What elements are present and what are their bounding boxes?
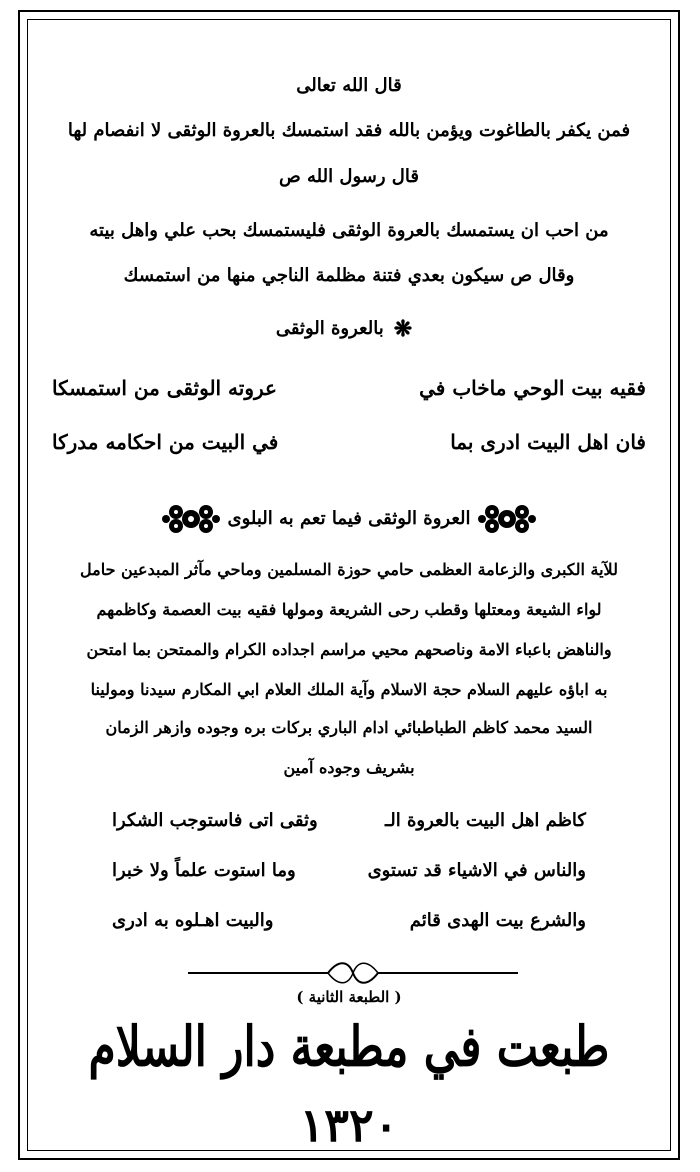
section-title-row (28, 316, 670, 342)
dedication-line: السيد محمد كاظم الطباطبائي ادام الباري بركات بره وجوده وازهر الزمان (105, 718, 593, 737)
poem2-hemistich-2: والبيت اهـلوه به ادرى (112, 910, 274, 931)
ornament-icon: ❋ (393, 316, 413, 342)
outer-frame (18, 10, 680, 1160)
quran-verse: فمن يكفر بالطاغوت ويؤمن بالله فقد استمسك بالعروة الوثقى لا انفصام لها (67, 120, 631, 141)
dedication-line: لواء الشيعة ومعتلها وقطب رحى الشريعة ومولها فقيه بيت العصمة وكاظمهم (96, 600, 602, 619)
poem2-hemistich-1: كاظم اهل البيت بالعروة الـ (384, 810, 586, 831)
edition-label: ( الطبعة الثانية ) (296, 988, 402, 1006)
poem1-hemistich-2: في البيت من احكامه مدركا (52, 430, 279, 454)
dedication-line: بشريف وجوده آمين (283, 758, 415, 777)
poem1-hemistich-1: فقيه بيت الوحي ماخاب في (419, 376, 646, 400)
poem2-hemistich-1: والناس في الاشياء قد تستوى (367, 860, 586, 881)
poem2-hemistich-2: وما استوت علماً ولا خبرا (112, 860, 296, 881)
poem2-hemistich-1: والشرع بيت الهدى قائم (409, 910, 586, 931)
book-title-row (28, 500, 670, 538)
hadith-line-2: وقال ص سيكون بعدي فتنة مظلمة الناجي منها من استمسك (123, 265, 575, 286)
poem1-hemistich-2: عروته الوثقى من استمسكا (52, 376, 277, 400)
section-title: بالعروة الوثقى (275, 318, 384, 339)
dedication-line: للآية الكبرى والزعامة العظمى حامي حوزة المسلمين وماحي مآثر المبدعين حامل (80, 560, 618, 579)
dedication-line: به اباؤه عليهم السلام حجة الاسلام وآية الملك العلام ابي المكارم سيدنا ومولينا (90, 680, 608, 699)
poem1-hemistich-1: فان اهل البيت ادرى بما (450, 430, 646, 454)
poem2-hemistich-2: وثقى اتى فاستوجب الشكرا (112, 810, 318, 831)
heading-prophet: قال رسول الله ص (279, 166, 419, 187)
dedication-line: والناهض باعباء الامة وناصحهم محيي مراسم اجداده الكرام والممتحن بما امتحن (86, 640, 612, 659)
book-title: العروة الوثقى فيما تعم به البلوى (227, 508, 471, 529)
inner-frame (27, 19, 671, 1151)
publication-year: ١٣٢٠ (299, 1098, 399, 1152)
heading-quran: قال الله تعالى (296, 75, 402, 96)
rosette-ornament-icon (477, 500, 537, 538)
decorative-divider (188, 958, 518, 988)
hadith-line-1: من احب ان يستمسك بالعروة الوثقى فليستمسك بحب علي واهل بيته (89, 220, 609, 241)
rosette-ornament-icon (161, 500, 221, 538)
printer-calligraphy: طبعت في مطبعة دار السلام (88, 1015, 610, 1080)
